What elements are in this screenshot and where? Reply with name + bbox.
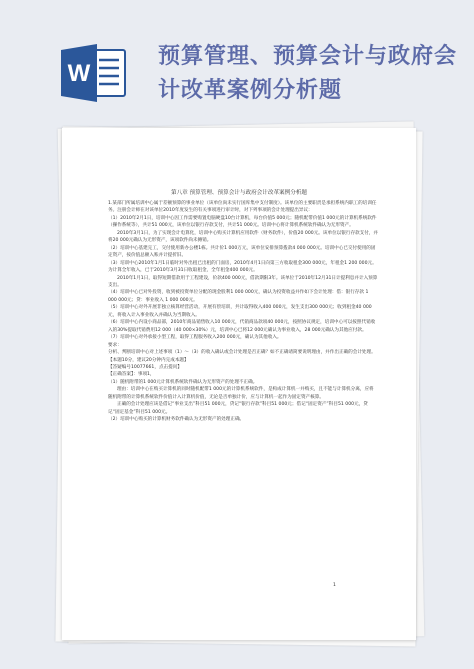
word-document-icon — [59, 44, 129, 102]
paragraph: （1）2010年2月1日，培训中心因工作需要购置电脑硬盘10台计算机，每台价值5 000元；随机配带价值1 000元的计算机系统软件（操作系统等），共计51 000元，该单位以银行存款支付，共计51 000元。培训中心将计算机系统软件确认为无形资产。 — [108, 215, 377, 229]
word-letter: W — [67, 60, 91, 87]
paragraph: 理由：培训中心在购买计算机的同时随机配带1 000元的计算机系统软件，是构成计算机一并购买，且不能与计算机分离，应将随机附带的计算机系统软件价值计入计算机价值，无论是否单独计价，应与计算机一起作为固定资产核算。 — [108, 387, 374, 400]
paragraph: 分析、判断培训中心对上述事项（1）～（3）的收入确认或会计处理是否正确？如不正确请简要说明理由，并作出正确的会计处理。 — [108, 350, 376, 356]
paragraph: 2010年3月1日，为了实现会计电算化，培训中心购买计算机应用软件（财务软件），价值20 000元。该单位以银行存款支付，并将20 000元确认为无形资产，该项软件尚未摊销。 — [108, 230, 379, 244]
paragraph: （6）培训中心内设小商品部，2010年商品销售收入10 000元，代销商品款项40 000元，按照协议规定，培训中心可以按照代销收入的30%提取代销费用12 000（40 000×30%）元，培训中心已将12 000元确认为事业收入，28 000元确认为其他应付款。 — [108, 320, 376, 333]
paragraph: 1.某部门所属培训中心属于差额预算的事业单位（该单位尚未实行国库集中支付制度）。该单位的主要职责是承担系统内职工的培训任务。注册会计师在对该单位2010年度发生的有关事项进行审计时，对下列事项的会计处理提出异议： — [108, 201, 377, 214]
chapter-title: 第八章 预算管理、预算会计与政府会计改革案例分析题 — [170, 190, 308, 196]
paragraph: （5）培训中心对外开展非独立核算经营活动，开展有偿培训，共计取得收入400 000元，发生支出300 000元；收到租金40 000元，将收入计入事业收入并确认为当期收入。 — [108, 305, 372, 318]
paragraph: （3）培训中心2010年1月1日临时对外出租已出租的门面房，2010年4月1日向第三方收取租金300 000元，年租金1 200 000元。为计算全年收入，已于2010年3月31日收取租金，全年租金400 000元。 — [108, 260, 377, 274]
paragraph: 正确的会计处理应该是借记“事业支出”科目51 000元，贷记“银行存款”科目51 000元；借记“固定资产”科目51 000元，贷记“固定基金”科目51 000元。 — [108, 402, 368, 415]
paragraph: （1）随机附带的1 000元计算机系统软件确认为无形资产的处理不正确。 — [108, 379, 258, 385]
page-number: 1 — [333, 583, 336, 588]
title-line-1: 预算管理、预算会计与政府会 — [158, 44, 458, 69]
paragraph: （2）培训中心购买的计算机财务软件确认为无形资产的处理正确。 — [108, 417, 245, 423]
document-page — [62, 128, 416, 640]
paragraph: 2010年1月1日，取得短期借款用于工程建设，价款400 000元，借款期限3年。该单位于2010年12月31日计提利息并计入预算支出。 — [108, 275, 378, 288]
paragraph: （7）培训中心对外承接小型工程，取得工程服务收入200 000元，确认为其他收入。 — [108, 335, 282, 341]
paragraph: 要求： — [108, 342, 122, 348]
paragraph: 【本题10分，建议20分钟内完成本题】 — [108, 357, 189, 363]
page-title — [158, 40, 458, 108]
paragraph: （4）培训中心已对外投资，收到被投资单位分配的现金股利1 000 000元，确认为投资收益并作如下会计处理：借：银行存款 1 000 000元；贷：事业收入 1 000 000元。 — [108, 290, 369, 303]
paragraph: 【正确答案】：事项1， — [108, 372, 155, 378]
title-line-2: 计改革案例分析题 — [158, 78, 343, 103]
document-body — [108, 200, 378, 424]
paragraph: （2）培训中心基建完工，交付使用新办公楼1栋。共计价1 000万元，该单位安排预算拨款4 000 000元。培训中心已交付使用的固定资产，按价值总额入账并计提折旧。 — [108, 245, 376, 259]
paragraph: 【答疑编号10077661，点击提问】 — [108, 364, 182, 370]
